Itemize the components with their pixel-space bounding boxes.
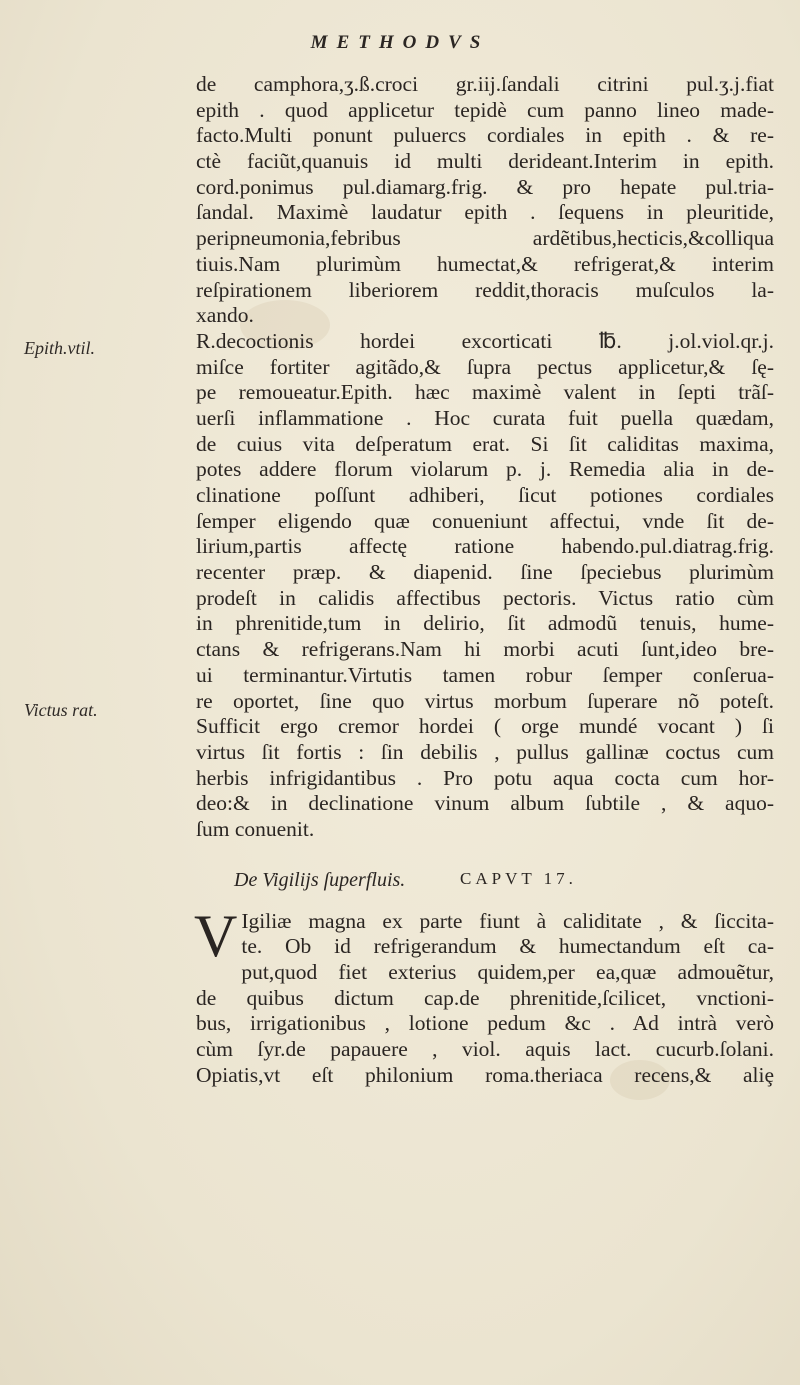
- drop-cap: V: [194, 902, 238, 969]
- text-line: re oportet, ſine quo virtus morbum ſuperare nõ poteſt.: [196, 688, 774, 713]
- text-line: virtus ſit fortis : ſin debilis , pullus gallinæ coctus cum: [196, 739, 774, 764]
- text-line: Igiliæ magna ex parte fiunt à caliditate , & ſiccita-: [241, 908, 774, 933]
- text-line: ctè faciũt,quanuis id multi derideant.Interim in epith.: [196, 149, 774, 174]
- text-line: in phrenitide,tum in delirio, ſit admodũ tenuis, hume-: [196, 611, 774, 636]
- body-text: [196, 72, 774, 843]
- text-line: Opiatis,vt eſt philonium roma.theriaca recens,& aliȩ: [196, 1062, 774, 1087]
- chapter-body: [194, 902, 774, 1089]
- text-line: ſemper eligendo quæ conueniunt affectui, vnde ſit de-: [196, 508, 774, 533]
- text-line: recenter præp. & diapenid. ſine ſpeciebus plurimùm: [196, 560, 774, 585]
- margin-note: Victus rat.: [24, 700, 98, 720]
- text-line: bus, irrigationibus , lotione pedum &c . Ad intrà verò: [196, 1011, 774, 1036]
- chapter-number: CAPVT 17.: [460, 868, 577, 888]
- chapter-text: [194, 902, 774, 1089]
- text-line: Sufficit ergo cremor hordei ( orge mundé vocant ) ſi: [196, 714, 774, 739]
- text-line: peripneumonia,febribus ardẽtibus,hecticis,&colliqua: [196, 226, 774, 251]
- text-line: tiuis.Nam plurimùm humectat,& refrigerat,& interim: [196, 251, 774, 276]
- text-line: R.decoctionis hordei excorticati ℔. j.ol.viol.qr.j.: [196, 328, 774, 353]
- text-line: deo:& in declinatione vinum album ſubtile , & aquo-: [196, 791, 774, 816]
- main-text-block: [196, 72, 774, 1088]
- text-line: miſce fortiter agitãdo,& ſupra pectus applicetur,& ſę-: [196, 354, 774, 379]
- text-line: te. Ob id refrigerandum & humectandum eſt ca-: [241, 934, 774, 959]
- text-line: pe remoueatur.Epith. hæc maximè valent in ſepti trãſ-: [196, 380, 774, 405]
- text-line: facto.Multi ponunt puluercs cordiales in epith . & re-: [196, 123, 774, 148]
- text-line: ſandal. Maximè laudatur epith . ſequens in pleuritide,: [196, 200, 774, 225]
- text-line: de quibus dictum cap.de phrenitide,ſcilicet, vnctioni-: [196, 985, 774, 1010]
- text-line: ſum conuenit.: [196, 816, 315, 841]
- text-line: de cuius vita deſperatum erat. Si ſit caliditas maxima,: [196, 431, 774, 456]
- chapter-title: De Vigilijs ſuperfluis.: [234, 868, 406, 891]
- text-line: ctans & refrigerans.Nam hi morbi acuti ſunt,ideo bre-: [196, 637, 774, 662]
- margin-note: Epith.vtil.: [24, 338, 95, 358]
- text-line: potes addere florum violarum p. j. Remedia alia in de-: [196, 457, 774, 482]
- text-line: lirium,partis affectę ratione habendo.pul.diatrag.frig.: [196, 534, 774, 559]
- chapter-heading: [196, 869, 774, 899]
- text-line: reſpirationem liberiorem reddit,thoracis muſculos la-: [196, 277, 774, 302]
- text-line: cùm ſyr.de papauere , viol. aquis lact. cucurb.ſolani.: [196, 1037, 774, 1062]
- text-line: prodeſt in calidis affectibus pectoris. Victus ratio cùm: [196, 585, 774, 610]
- text-line: clinatione poſſunt adhiberi, ſicut potiones cordiales: [196, 483, 774, 507]
- text-line: uerſi inflammatione . Hoc curata fuit puella quædam,: [196, 405, 774, 430]
- text-line: xando.: [196, 303, 254, 328]
- text-line: epith . quod applicetur tepidè cum panno lineo made-: [196, 97, 774, 122]
- text-line: herbis infrigidantibus . Pro potu aqua cocta cum hor-: [196, 765, 774, 790]
- text-line: de camphora,ʒ.ß.croci gr.iij.ſandali citrini pul.ʒ.j.fiat: [196, 72, 774, 96]
- text-line: ui terminantur.Virtutis tamen robur ſemper conſerua-: [196, 662, 774, 687]
- text-line: put,quod fiet exterius quidem,per ea,quæ admouẽtur,: [241, 960, 774, 984]
- text-line: cord.ponimus pul.diamarg.frig. & pro hepate pul.tria-: [196, 174, 774, 199]
- running-head: METHODVS: [310, 32, 490, 53]
